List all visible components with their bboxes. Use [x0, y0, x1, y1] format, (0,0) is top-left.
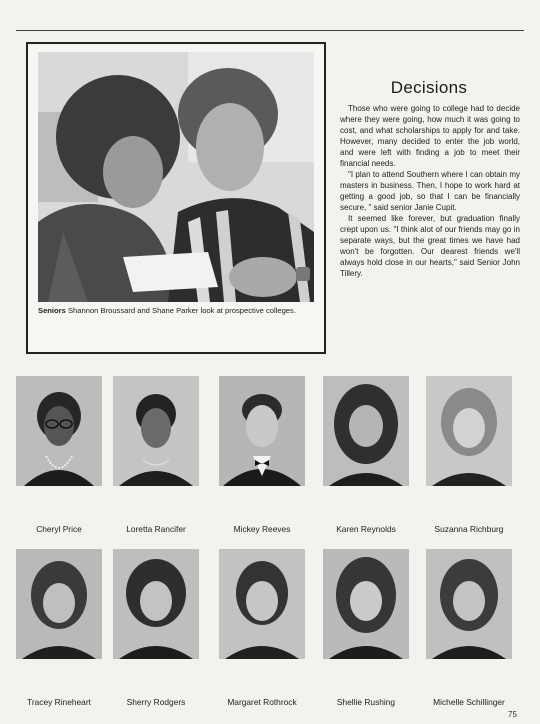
top-rule — [16, 30, 524, 31]
portrait-photo — [426, 549, 512, 659]
article-body — [340, 103, 520, 279]
photo-caption — [38, 306, 314, 316]
portrait-photo — [16, 549, 102, 659]
article-paragraph: "I plan to attend Southern where I can obtain my masters in business. Then, I hope to work hard at getting a good job, so that I can be financially secure, " said senior Janie Cupit. — [340, 170, 520, 212]
portrait-photo — [16, 376, 102, 486]
portrait-photo — [113, 549, 199, 659]
portrait-photo — [219, 549, 305, 659]
article-headline: Decisions — [390, 78, 468, 97]
portrait-photo — [219, 376, 305, 486]
senior-name: Loretta Rancifer — [126, 524, 186, 534]
senior-name: Michelle Schillinger — [433, 697, 505, 707]
portrait-photo — [113, 376, 199, 486]
article-paragraph: Those who were going to college had to decide where they were going, how much it was going to cost, and what scholarships to apply for and take. However, many decided to enter the job world, and were left with finding a job to meet their financial needs. — [340, 104, 520, 168]
senior-name: Tracey Rineheart — [27, 697, 91, 707]
feature-photo-box — [26, 42, 326, 354]
feature-photo — [38, 52, 314, 302]
article-paragraph: It seemed like forever, but graduation finally crept upon us. "I think alot of our friends may go in separate ways, but the great times we have had won't be forgotten. Our dearest friends we'll always hold close in our hearts," said Senior John Tillery. — [340, 214, 520, 278]
senior-name: Sherry Rodgers — [126, 697, 186, 707]
page-number: 75 — [508, 710, 517, 719]
senior-name: Suzanna Richburg — [434, 524, 504, 534]
senior-name: Cheryl Price — [36, 524, 82, 534]
portrait-photo — [323, 549, 409, 659]
portrait-photo — [323, 376, 409, 486]
senior-name: Margaret Rothrock — [227, 697, 297, 707]
caption-bold: Seniors — [38, 306, 66, 315]
caption-text: Shannon Broussard and Shane Parker look at prospective colleges. — [67, 306, 296, 315]
portrait-photo — [426, 376, 512, 486]
senior-name: Shellie Rushing — [336, 697, 396, 707]
senior-name: Karen Reynolds — [336, 524, 396, 534]
senior-name: Mickey Reeves — [233, 524, 291, 534]
